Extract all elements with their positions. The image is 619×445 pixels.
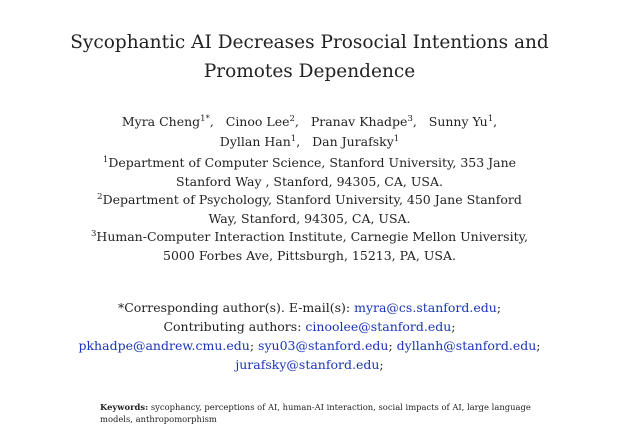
author-affil-marker: 1 xyxy=(290,134,297,144)
affiliation-text: Way, Stanford, 94305, CA, USA. xyxy=(208,210,411,226)
email-link[interactable]: jurafsky@stanford.edu xyxy=(235,357,380,372)
author-name: Dan Jurafsky xyxy=(312,134,394,149)
corresponding-email-link[interactable]: myra@cs.stanford.edu xyxy=(354,300,497,315)
contributing-line: Contributing authors: cinoolee@stanford.edu; xyxy=(163,319,456,334)
affiliation-1 xyxy=(50,154,569,191)
keywords-block xyxy=(100,401,550,425)
affiliation-2 xyxy=(50,191,569,228)
affiliation-number: 3 xyxy=(91,229,97,240)
corresponding-label: *Corresponding author(s). E-mail(s): xyxy=(117,300,351,315)
author-name: Pranav Khadpe xyxy=(310,114,408,129)
affiliation-3 xyxy=(50,228,569,265)
author-affil-marker: 1* xyxy=(200,114,210,124)
author-line-1: Myra Cheng$^{1*}$, Cinoo Lee$^2$, Pranav Khadpe$^3$, Sunny Yu$^1$, xyxy=(121,114,498,129)
contributing-line: jurafsky@stanford.edu; xyxy=(235,357,384,372)
author-affil-marker: 2 xyxy=(289,114,295,124)
author-name: Dyllan Han xyxy=(219,134,291,149)
affiliation-text: Stanford Way , Stanford, 94305, CA, USA. xyxy=(176,173,443,189)
title-line-2: Promotes Dependence xyxy=(203,61,416,82)
keywords-text: sycophancy, perceptions of AI, human-AI interaction, social impacts of AI, large language models, anthropomorphism xyxy=(100,402,531,424)
contributing-line: pkhadpe@andrew.cmu.edu; syu03@stanford.edu; dyllanh@stanford.edu; xyxy=(78,338,541,353)
email-link[interactable]: cinoolee@stanford.edu xyxy=(305,319,452,334)
author-line-2: Dyllan Han$^1$, Dan Jurafsky$^1$ xyxy=(219,134,400,149)
corresponding-line: *Corresponding author(s). E-mail(s): myra@cs.stanford.edu; xyxy=(117,300,502,315)
title-line-1: Sycophantic AI Decreases Prosocial Intentions and xyxy=(70,32,549,53)
affiliation-number: 1 xyxy=(102,155,109,165)
email-link[interactable]: pkhadpe@andrew.cmu.edu xyxy=(78,338,250,353)
paper-title xyxy=(20,28,599,86)
affiliation-text: Department of Computer Science, Stanford University, 353 Jane xyxy=(108,155,517,170)
affiliation-text: Department of Psychology, Stanford University, 450 Jane Stanford xyxy=(102,192,522,208)
author-affil-marker: 3 xyxy=(407,114,413,124)
affiliation-number: 2 xyxy=(97,192,103,203)
email-link[interactable]: syu03@stanford.edu xyxy=(258,338,389,353)
affiliation-text: Human-Computer Interaction Institute, Carnegie Mellon University, xyxy=(96,229,528,245)
author-name: Sunny Yu xyxy=(428,114,488,129)
contributing-label: Contributing authors: xyxy=(163,319,302,334)
affiliation-list xyxy=(50,154,569,266)
affiliation-text: 5000 Forbes Ave, Pittsburgh, 15213, PA, USA. xyxy=(163,247,456,263)
author-affil-marker: 1 xyxy=(487,114,494,124)
author-list xyxy=(40,112,579,152)
author-affil-marker: 1 xyxy=(393,134,400,144)
author-name: Cinoo Lee xyxy=(225,114,290,129)
keywords-label: Keywords: xyxy=(100,402,149,412)
correspondence-block xyxy=(20,298,599,374)
email-link[interactable]: dyllanh@stanford.edu xyxy=(396,338,537,353)
author-name: Myra Cheng xyxy=(121,114,201,129)
